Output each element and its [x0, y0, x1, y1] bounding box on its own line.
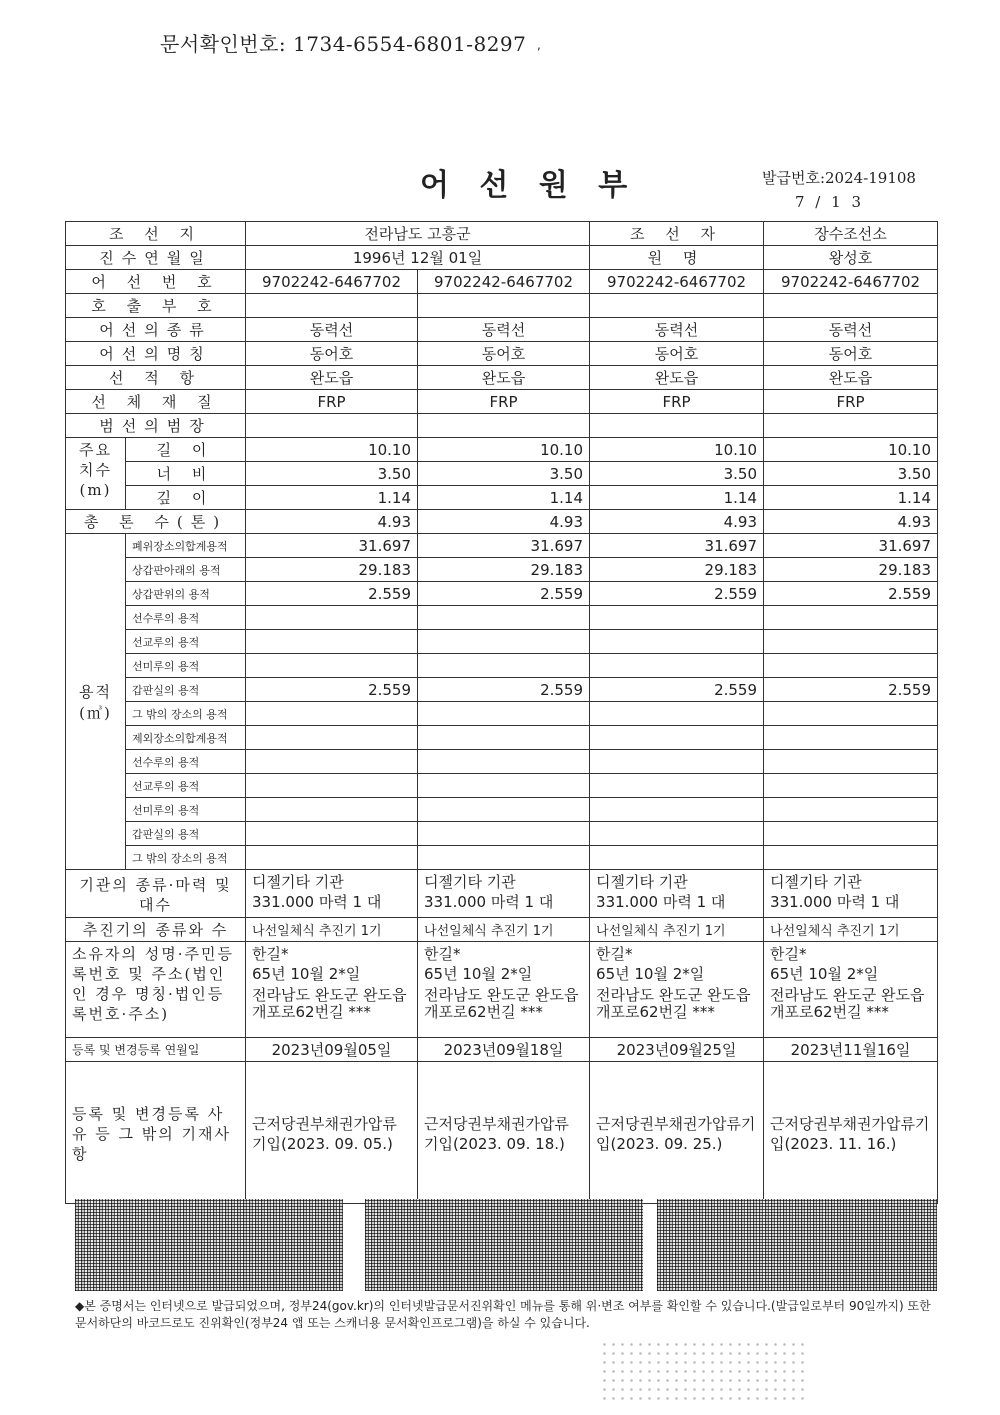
label-port: 선 적 항 — [66, 366, 246, 390]
value-v_poop — [764, 654, 938, 678]
label-reg-reason: 등록 및 변경등록 사유 등 그 밖의 기재사항 — [66, 1062, 246, 1204]
value-v_above: 2.559 — [418, 582, 590, 606]
label-engine: 기관의 종류·마력 및 대수 — [66, 870, 246, 918]
label-v_other: 그 밖의 장소의 용적 — [126, 702, 246, 726]
value-v_deckhouse: 2.559 — [246, 678, 418, 702]
value-v_total: 31.697 — [590, 534, 764, 558]
table-row — [66, 630, 938, 654]
value-x_other — [764, 846, 938, 870]
table-row — [66, 486, 938, 510]
table-row — [66, 750, 938, 774]
value-reg-date: 2023년11월16일 — [764, 1038, 938, 1062]
value-type: 동력선 — [764, 318, 938, 342]
value-v_below: 29.183 — [590, 558, 764, 582]
label-v_bridge: 선교루의 용적 — [126, 630, 246, 654]
value-tonnage: 4.93 — [590, 510, 764, 534]
engine-type: 디젤기타 기관 — [424, 873, 516, 891]
value-length: 10.10 — [418, 438, 590, 462]
label-volume: 용적 (㎥) — [66, 534, 126, 870]
table-row — [66, 390, 938, 414]
label-tonnage: 총 톤 수(톤) — [66, 510, 246, 534]
value-builder: 장수조선소 — [764, 222, 938, 246]
value-v_bridge — [590, 630, 764, 654]
value-owner — [246, 942, 418, 1038]
label-fishing_range: 범선의범장 — [66, 414, 246, 438]
value-x_total — [764, 726, 938, 750]
value-x_poop — [764, 798, 938, 822]
label-v_below: 상갑판아래의 용적 — [126, 558, 246, 582]
value-v_other — [590, 702, 764, 726]
label-x_other: 그 밖의 장소의 용적 — [126, 846, 246, 870]
value-x_forecastle — [418, 750, 590, 774]
label-owner: 소유자의 성명·주민등록번호 및 주소(법인인 경우 명칭·법인등록번호·주소) — [66, 942, 246, 1038]
value-v_poop — [418, 654, 590, 678]
value-v_other — [764, 702, 938, 726]
value-depth: 1.14 — [764, 486, 938, 510]
value-v_bridge — [246, 630, 418, 654]
value-call_sign — [764, 294, 938, 318]
value-v_deckhouse: 2.559 — [764, 678, 938, 702]
value-fishing_range — [246, 414, 418, 438]
owner-address: 전라남도 완도군 완도읍 개포로62번길 *** — [252, 986, 407, 1021]
value-v_total: 31.697 — [246, 534, 418, 558]
page-number: 7 / 1 3 — [795, 193, 864, 211]
value-length: 10.10 — [764, 438, 938, 462]
value-v_poop — [246, 654, 418, 678]
value-propeller: 나선일체식 추진기 1기 — [590, 918, 764, 942]
label-name: 어선의명칭 — [66, 342, 246, 366]
value-x_deckhouse — [246, 822, 418, 846]
value-v_other — [418, 702, 590, 726]
table-row — [66, 318, 938, 342]
value-propeller: 나선일체식 추진기 1기 — [764, 918, 938, 942]
value-v_deckhouse: 2.559 — [418, 678, 590, 702]
label-dimensions: 주요 치수 (m) — [66, 438, 126, 510]
value-tonnage: 4.93 — [764, 510, 938, 534]
label-original-name: 원 명 — [590, 246, 764, 270]
table-row — [66, 270, 938, 294]
value-owner — [590, 942, 764, 1038]
table-row — [66, 414, 938, 438]
value-breadth: 3.50 — [764, 462, 938, 486]
table-row — [66, 246, 938, 270]
label-x_total: 제외장소의합계용적 — [126, 726, 246, 750]
value-v_forecastle — [590, 606, 764, 630]
value-reg-reason: 근저당권부채권가압류기입(2023. 09. 05.) — [246, 1062, 418, 1204]
label-breadth: 너 비 — [126, 462, 246, 486]
table-row — [66, 342, 938, 366]
value-name: 동어호 — [764, 342, 938, 366]
value-v_forecastle — [418, 606, 590, 630]
owner-name: 한길* — [252, 945, 289, 963]
label-material: 선 체 재 질 — [66, 390, 246, 414]
table-row — [66, 774, 938, 798]
table-row — [66, 1062, 938, 1204]
label-x_deckhouse: 갑판실의 용적 — [126, 822, 246, 846]
label-v_poop: 선미루의 용적 — [126, 654, 246, 678]
value-vessel_no: 9702242-6467702 — [590, 270, 764, 294]
value-tonnage: 4.93 — [418, 510, 590, 534]
table-row — [66, 438, 938, 462]
value-x_bridge — [590, 774, 764, 798]
label-x_poop: 선미루의 용적 — [126, 798, 246, 822]
value-launch-date: 1996년 12월 01일 — [246, 246, 590, 270]
label-x_bridge: 선교루의 용적 — [126, 774, 246, 798]
value-v_above: 2.559 — [246, 582, 418, 606]
value-x_poop — [246, 798, 418, 822]
table-row — [66, 678, 938, 702]
value-x_bridge — [246, 774, 418, 798]
page-title: 어 선 원 부 — [420, 168, 638, 203]
table-row — [66, 798, 938, 822]
label-v_deckhouse: 갑판실의 용적 — [126, 678, 246, 702]
value-engine — [418, 870, 590, 918]
value-x_forecastle — [246, 750, 418, 774]
value-depth: 1.14 — [246, 486, 418, 510]
value-x_forecastle — [590, 750, 764, 774]
label-v_total: 폐위장소의합계용적 — [126, 534, 246, 558]
value-v_above: 2.559 — [764, 582, 938, 606]
table-row — [66, 222, 938, 246]
engine-type: 디젤기타 기관 — [252, 873, 344, 891]
value-v_bridge — [764, 630, 938, 654]
document-confirmation-number: 문서확인번호: 1734-6554-6801-8297 — [160, 32, 527, 56]
value-fishing_range — [590, 414, 764, 438]
label-length: 길 이 — [126, 438, 246, 462]
value-x_bridge — [764, 774, 938, 798]
value-reg-date: 2023년09월05일 — [246, 1038, 418, 1062]
owner-name: 한길* — [424, 945, 461, 963]
value-reg-reason: 근저당권부채권가압류기입(2023. 09. 25.) — [590, 1062, 764, 1204]
owner-birth: 65년 10월 2*일 — [252, 965, 361, 983]
table-row — [66, 606, 938, 630]
value-engine — [590, 870, 764, 918]
value-material: FRP — [246, 390, 418, 414]
value-reg-reason: 근저당권부채권가압류기입(2023. 11. 16.) — [764, 1062, 938, 1204]
label-build-place: 조 선 지 — [66, 222, 246, 246]
label-builder: 조 선 자 — [590, 222, 764, 246]
label-v_forecastle: 선수루의 용적 — [126, 606, 246, 630]
value-fishing_range — [418, 414, 590, 438]
owner-address: 전라남도 완도군 완도읍 개포로62번길 *** — [596, 986, 751, 1021]
table-row — [66, 558, 938, 582]
value-x_other — [590, 846, 764, 870]
value-v_forecastle — [764, 606, 938, 630]
owner-name: 한길* — [770, 945, 807, 963]
value-v_total: 31.697 — [764, 534, 938, 558]
value-type: 동력선 — [590, 318, 764, 342]
barcode — [75, 1199, 343, 1291]
value-build-place: 전라남도 고흥군 — [246, 222, 590, 246]
value-call_sign — [590, 294, 764, 318]
value-x_bridge — [418, 774, 590, 798]
value-x_other — [418, 846, 590, 870]
value-v_total: 31.697 — [418, 534, 590, 558]
value-depth: 1.14 — [418, 486, 590, 510]
label-depth: 깊 이 — [126, 486, 246, 510]
table-row — [66, 726, 938, 750]
value-x_forecastle — [764, 750, 938, 774]
value-v_poop — [590, 654, 764, 678]
table-row — [66, 582, 938, 606]
owner-birth: 65년 10월 2*일 — [770, 965, 879, 983]
value-material: FRP — [764, 390, 938, 414]
barcode — [657, 1199, 937, 1291]
table-row — [66, 654, 938, 678]
label-v_above: 상갑판위의 용적 — [126, 582, 246, 606]
value-x_other — [246, 846, 418, 870]
engine-power: 331.000 마력 1 대 — [770, 893, 900, 911]
value-v_other — [246, 702, 418, 726]
value-length: 10.10 — [590, 438, 764, 462]
value-x_poop — [418, 798, 590, 822]
value-name: 동어호 — [590, 342, 764, 366]
table-row — [66, 918, 938, 942]
value-type: 동력선 — [418, 318, 590, 342]
value-x_poop — [590, 798, 764, 822]
value-x_total — [590, 726, 764, 750]
value-call_sign — [418, 294, 590, 318]
vessel-register-table — [65, 221, 938, 1204]
value-name: 동어호 — [246, 342, 418, 366]
value-x_deckhouse — [418, 822, 590, 846]
value-breadth: 3.50 — [418, 462, 590, 486]
table-row — [66, 366, 938, 390]
value-engine — [764, 870, 938, 918]
value-v_below: 29.183 — [764, 558, 938, 582]
value-x_deckhouse — [590, 822, 764, 846]
table-row — [66, 534, 938, 558]
table-row — [66, 846, 938, 870]
owner-address: 전라남도 완도군 완도읍 개포로62번길 *** — [770, 986, 925, 1021]
value-port: 완도읍 — [418, 366, 590, 390]
value-v_forecastle — [246, 606, 418, 630]
engine-power: 331.000 마력 1 대 — [424, 893, 554, 911]
value-type: 동력선 — [246, 318, 418, 342]
owner-birth: 65년 10월 2*일 — [596, 965, 705, 983]
value-v_deckhouse: 2.559 — [590, 678, 764, 702]
value-owner — [764, 942, 938, 1038]
value-reg-date: 2023년09월25일 — [590, 1038, 764, 1062]
value-depth: 1.14 — [590, 486, 764, 510]
table-row — [66, 510, 938, 534]
label-vessel_no: 어 선 번 호 — [66, 270, 246, 294]
engine-power: 331.000 마력 1 대 — [596, 893, 726, 911]
mark-icon: , — [537, 38, 541, 52]
value-x_total — [418, 726, 590, 750]
value-vessel_no: 9702242-6467702 — [246, 270, 418, 294]
value-x_total — [246, 726, 418, 750]
engine-type: 디젤기타 기관 — [770, 873, 862, 891]
verification-notice: ◆본 증명서는 인터넷으로 발급되었으며, 정부24(gov.kr)의 인터넷발급문서진위확인 메뉴를 통해 위·변조 여부를 확인할 수 있습니다.(발급일로부터 90일까지) 또한 문서하단의 바코드로도 진위확인(정부24 앱 또는 스캐너용 문서확인프로그램)을 하실 수 있습니다. — [75, 1299, 931, 1330]
value-original-name: 왕성호 — [764, 246, 938, 270]
value-v_below: 29.183 — [418, 558, 590, 582]
owner-address: 전라남도 완도군 완도읍 개포로62번길 *** — [424, 986, 579, 1021]
owner-birth: 65년 10월 2*일 — [424, 965, 533, 983]
value-length: 10.10 — [246, 438, 418, 462]
value-name: 동어호 — [418, 342, 590, 366]
value-x_deckhouse — [764, 822, 938, 846]
engine-power: 331.000 마력 1 대 — [252, 893, 382, 911]
value-port: 완도읍 — [246, 366, 418, 390]
value-material: FRP — [418, 390, 590, 414]
barcode — [365, 1199, 643, 1291]
table-row — [66, 294, 938, 318]
label-reg-date: 등록 및 변경등록 연월일 — [66, 1038, 246, 1062]
value-material: FRP — [590, 390, 764, 414]
value-propeller: 나선일체식 추진기 1기 — [246, 918, 418, 942]
value-breadth: 3.50 — [590, 462, 764, 486]
table-row — [66, 462, 938, 486]
value-v_above: 2.559 — [590, 582, 764, 606]
value-breadth: 3.50 — [246, 462, 418, 486]
value-fishing_range — [764, 414, 938, 438]
engine-type: 디젤기타 기관 — [596, 873, 688, 891]
table-row — [66, 1038, 938, 1062]
value-reg-date: 2023년09월18일 — [418, 1038, 590, 1062]
label-x_forecastle: 선수루의 용적 — [126, 750, 246, 774]
label-call_sign: 호 출 부 호 — [66, 294, 246, 318]
value-port: 완도읍 — [764, 366, 938, 390]
value-v_bridge — [418, 630, 590, 654]
value-engine — [246, 870, 418, 918]
value-vessel_no: 9702242-6467702 — [418, 270, 590, 294]
owner-name: 한길* — [596, 945, 633, 963]
label-propeller: 추진기의 종류와 수 — [66, 918, 246, 942]
label-launch-date: 진수연월일 — [66, 246, 246, 270]
table-row — [66, 702, 938, 726]
value-reg-reason: 근저당권부채권가압류기입(2023. 09. 18.) — [418, 1062, 590, 1204]
issue-number: 발급번호:2024-19108 — [762, 169, 916, 187]
table-row — [66, 822, 938, 846]
value-v_below: 29.183 — [246, 558, 418, 582]
table-row — [66, 870, 938, 918]
table-row — [66, 942, 938, 1038]
value-owner — [418, 942, 590, 1038]
label-type: 어선의종류 — [66, 318, 246, 342]
value-call_sign — [246, 294, 418, 318]
value-port: 완도읍 — [590, 366, 764, 390]
dot-pattern-code — [600, 1340, 810, 1400]
value-propeller: 나선일체식 추진기 1기 — [418, 918, 590, 942]
value-vessel_no: 9702242-6467702 — [764, 270, 938, 294]
value-tonnage: 4.93 — [246, 510, 418, 534]
